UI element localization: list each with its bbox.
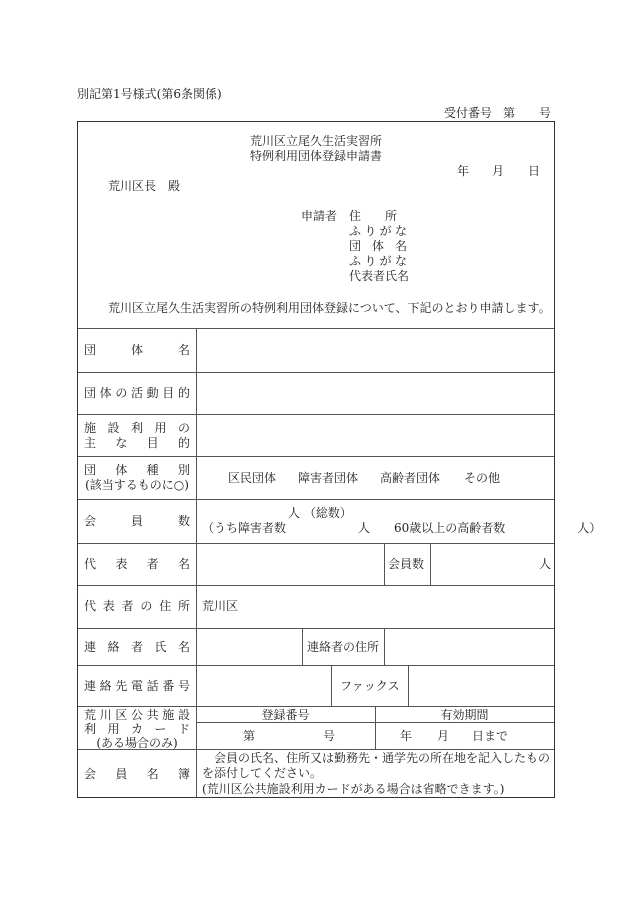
group-type-option-elderly[interactable]: 高齢者団体 xyxy=(380,471,441,485)
group-type-option-other[interactable]: その他 xyxy=(464,471,501,485)
row-label-representative: 代 表 者 名 xyxy=(84,557,190,571)
roster-note: 会員の氏名、住所又は勤務先・通学先の所在地を記入したものを添付してください。 xyxy=(202,751,551,780)
row-label-group-type: 団 体 種 別 xyxy=(84,463,190,477)
applicant-representative-label: 代表者氏名 xyxy=(349,269,410,283)
members-breakdown-line: （うち障害者数 人 60歳以上の高齢者数 人） xyxy=(202,521,602,535)
applicant-label: 申請者 xyxy=(301,209,338,223)
validity-until: 日まで xyxy=(472,729,509,743)
applicant-group-name-label: 団 体 名 xyxy=(349,239,407,253)
row-label-activity-purpose: 団 体 の 活 動 目 的 xyxy=(84,386,190,400)
row-label-card-line1: 荒 川 区 公 共 施 設 xyxy=(84,708,190,722)
form-title-line1: 荒川区立尾久生活実習所 xyxy=(249,134,382,148)
row-label-contact-name: 連 絡 者 氏 名 xyxy=(84,640,190,654)
date-year: 年 xyxy=(457,164,470,178)
receipt-number-label: 受付番号 xyxy=(444,106,493,120)
applicant-address-label: 住 所 xyxy=(349,209,398,223)
group-type-option-resident[interactable]: 区民団体 xyxy=(228,471,277,485)
registration-dai: 第 xyxy=(243,729,256,743)
receipt-go: 号 xyxy=(539,106,552,120)
row-label-facility-line1: 施 設 利 用 の xyxy=(84,421,190,435)
row-label-phone: 連 絡 先 電 話 番 号 xyxy=(84,679,190,693)
applicant-furigana2-label: ふ り が な xyxy=(349,254,407,268)
addressee: 荒川区長 殿 xyxy=(108,179,181,193)
rep-address-value[interactable]: 荒川区 xyxy=(202,599,239,613)
row-label-group-name: 団 体 名 xyxy=(84,343,190,357)
roster-note-omit: (荒川区公共施設利用カードがある場合は省略できます。) xyxy=(202,782,505,796)
member-count-unit: 人 xyxy=(539,557,552,571)
form-reference: 別記第1号様式(第6条関係) xyxy=(77,87,222,101)
validity-year: 年 xyxy=(400,729,413,743)
row-label-card-line2: 利 用 カ ー ド xyxy=(84,722,190,736)
row-label-card-line3: (ある場合のみ) xyxy=(96,736,178,750)
intro-statement: 荒川区立尾久生活実習所の特例利用団体登録について、下記のとおり申請します。 xyxy=(108,301,551,315)
date-day: 日 xyxy=(528,164,541,178)
registration-go: 号 xyxy=(323,729,336,743)
fax-label: ファックス xyxy=(340,679,400,693)
validity-period-label: 有効期間 xyxy=(440,708,489,722)
row-label-facility-line2: 主 な 目 的 xyxy=(84,436,190,450)
row-label-rep-address: 代 表 者 の 住 所 xyxy=(84,599,190,613)
member-count-label: 会員数 xyxy=(388,557,425,571)
row-label-members: 会 員 数 xyxy=(84,514,190,528)
form-title-line2: 特例利用団体登録申請書 xyxy=(249,149,382,163)
receipt-dai: 第 xyxy=(503,106,516,120)
row-label-roster: 会 員 名 簿 xyxy=(84,767,190,781)
members-total-line: 人 （総数） xyxy=(288,506,352,520)
application-form xyxy=(77,121,602,798)
date-month: 月 xyxy=(492,164,505,178)
validity-month: 月 xyxy=(437,729,450,743)
contact-address-label: 連絡者の住所 xyxy=(307,640,380,654)
registration-number-label: 登録番号 xyxy=(261,708,310,722)
applicant-furigana-label: ふ り が な xyxy=(349,224,407,238)
group-type-option-disabled[interactable]: 障害者団体 xyxy=(298,471,359,485)
row-label-group-type-sub: (該当するものに○) xyxy=(85,478,189,492)
